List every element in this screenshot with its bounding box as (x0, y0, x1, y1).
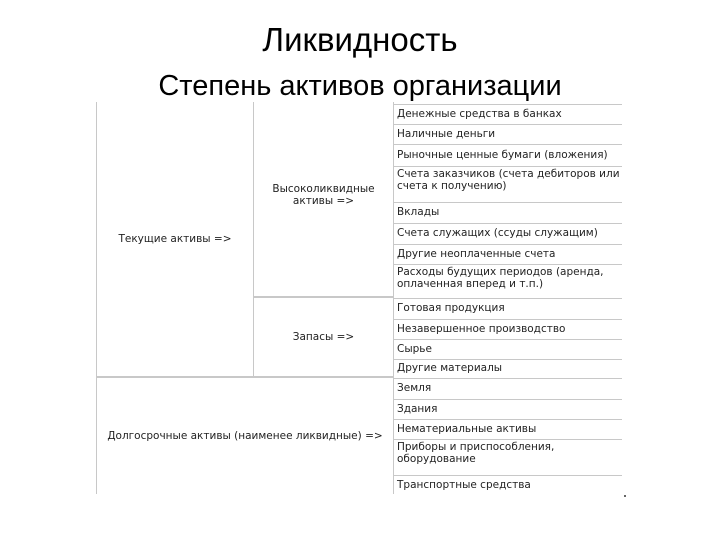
list-item: Денежные средства в банках (394, 104, 622, 122)
highly-liquid-label: Высоколиквидные активы => (272, 183, 375, 207)
list-item: Готовая продукция (394, 298, 622, 317)
list-item: Вклады (394, 202, 622, 221)
inventory-label: Запасы => (292, 331, 355, 343)
list-item: Незавершенное производство (394, 319, 622, 337)
list-item: Наличные деньги (394, 124, 622, 142)
list-item: Другие неоплаченные счета (394, 244, 622, 262)
long-term-assets-label: Долгосрочные активы (наименее ликвидные) => (107, 430, 383, 442)
list-item: Счета заказчиков (счета дебиторов или счета к получению) (394, 166, 622, 200)
list-item: Счета служащих (ссуды служащим) (394, 223, 622, 242)
list-item: Нематериальные активы (394, 419, 622, 437)
page-subtitle: Степень активов организации (158, 70, 562, 102)
list-item: Расходы будущих периодов (аренда, оплаченная вперед и т.п.) (394, 264, 622, 296)
liquidity-table (96, 102, 626, 494)
list-item: Транспортные средства (394, 475, 622, 494)
list-item: Рыночные ценные бумаги (вложения) (394, 144, 622, 164)
list-item: Здания (394, 399, 622, 417)
current-assets-label: Текущие активы => (118, 233, 232, 245)
list-item: Сырье (394, 339, 622, 357)
list-item: Земля (394, 378, 622, 397)
corner-mark (624, 495, 626, 497)
list-item: Приборы и приспособления, оборудование (394, 439, 622, 473)
page-title: Ликвидность (262, 21, 458, 58)
list-item: Другие материалы (394, 359, 622, 376)
